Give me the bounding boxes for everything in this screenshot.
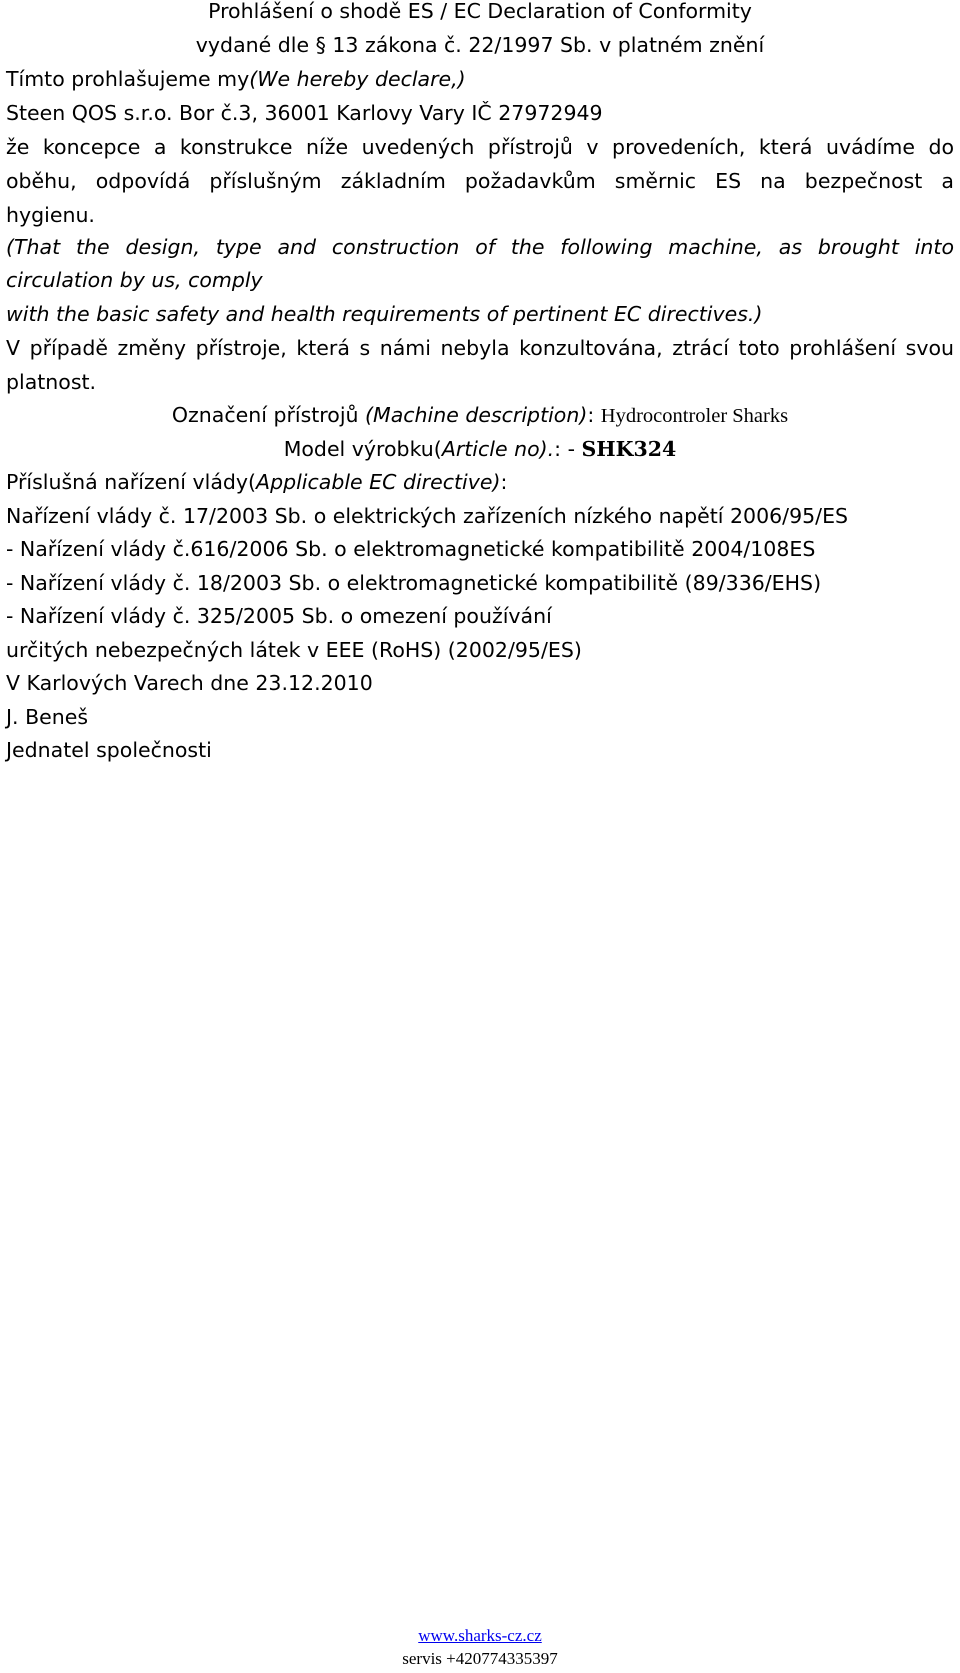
model-sep: : - [554,437,582,461]
regulations-heading [6,465,507,499]
regulation-item: - Nařízení vlády č. 18/2003 Sb. o elektromagnetické kompatibilitě (89/336/EHS) [6,571,822,595]
regulations-label-en: Applicable EC directive) [256,470,501,494]
document-title: Prohlášení o shodě ES / EC Declaration of Conformity [208,0,752,23]
validity-line-1: V případě změny přístroje, která s námi nebyla konzultována, ztrácí toto prohlášení svou [6,336,954,360]
machine-label-cz: Označení přístrojů [171,403,366,427]
statement-en-line-1: (That the design, type and construction of the following machine, as brought into [6,235,954,259]
regulation-item: - Nařízení vlády č.616/2006 Sb. o elektromagnetické kompatibilitě 2004/108ES [6,537,816,561]
statement-cz-line-3: hygienu. [6,203,95,227]
place-date: V Karlových Varech dne 23.12.2010 [6,671,373,695]
model-line [0,432,960,466]
regulations-colon: : [500,470,508,494]
machine-colon: : [587,403,601,427]
statement-en-line-2: circulation by us, comply [6,268,263,292]
website-link[interactable]: www.sharks-cz.cz [418,1626,542,1645]
regulation-item: určitých nebezpečných látek v EEE (RoHS) (2002/95/ES) [6,638,582,662]
declaration-line [6,62,466,96]
regulation-item: Nařízení vlády č. 17/2003 Sb. o elektrických zařízeních nízkého napětí 2006/95/ES [6,504,849,528]
regulation-item: - Nařízení vlády č. 325/2005 Sb. o omezení používání [6,604,552,628]
statement-en-line-3: with the basic safety and health requirements of pertinent EC directives.) [6,302,763,326]
machine-value: Hydrocontroler Sharks [600,405,789,427]
validity-line-2: platnost. [6,370,97,394]
machine-description [0,398,960,433]
regulations-label-cz: Příslušná nařízení vlády( [6,470,257,494]
signatory-name: J. Beneš [6,705,89,729]
model-label-cz: Model výrobku( [283,437,442,461]
model-label-en: Article no). [441,437,555,461]
document-subtitle: vydané dle § 13 zákona č. 22/1997 Sb. v platném znění [195,33,765,57]
machine-label-en: (Machine description) [365,403,588,427]
service-phone: servis +420774335397 [402,1649,558,1668]
model-value: SHK324 [581,437,677,461]
company-address: Steen QOS s.r.o. Bor č.3, 36001 Karlovy Vary IČ 27972949 [6,101,603,125]
declaration-cz: Tímto prohlašujeme my [6,67,250,91]
statement-cz-line-1: že koncepce a konstrukce níže uvedených přístrojů v provedeních, která uvádíme do [6,135,954,159]
signatory-role: Jednatel společnosti [6,738,212,762]
declaration-en: (We hereby declare,) [249,67,466,91]
statement-cz-line-2: oběhu, odpovídá příslušným základním požadavkům směrnic ES na bezpečnost a [6,169,954,193]
